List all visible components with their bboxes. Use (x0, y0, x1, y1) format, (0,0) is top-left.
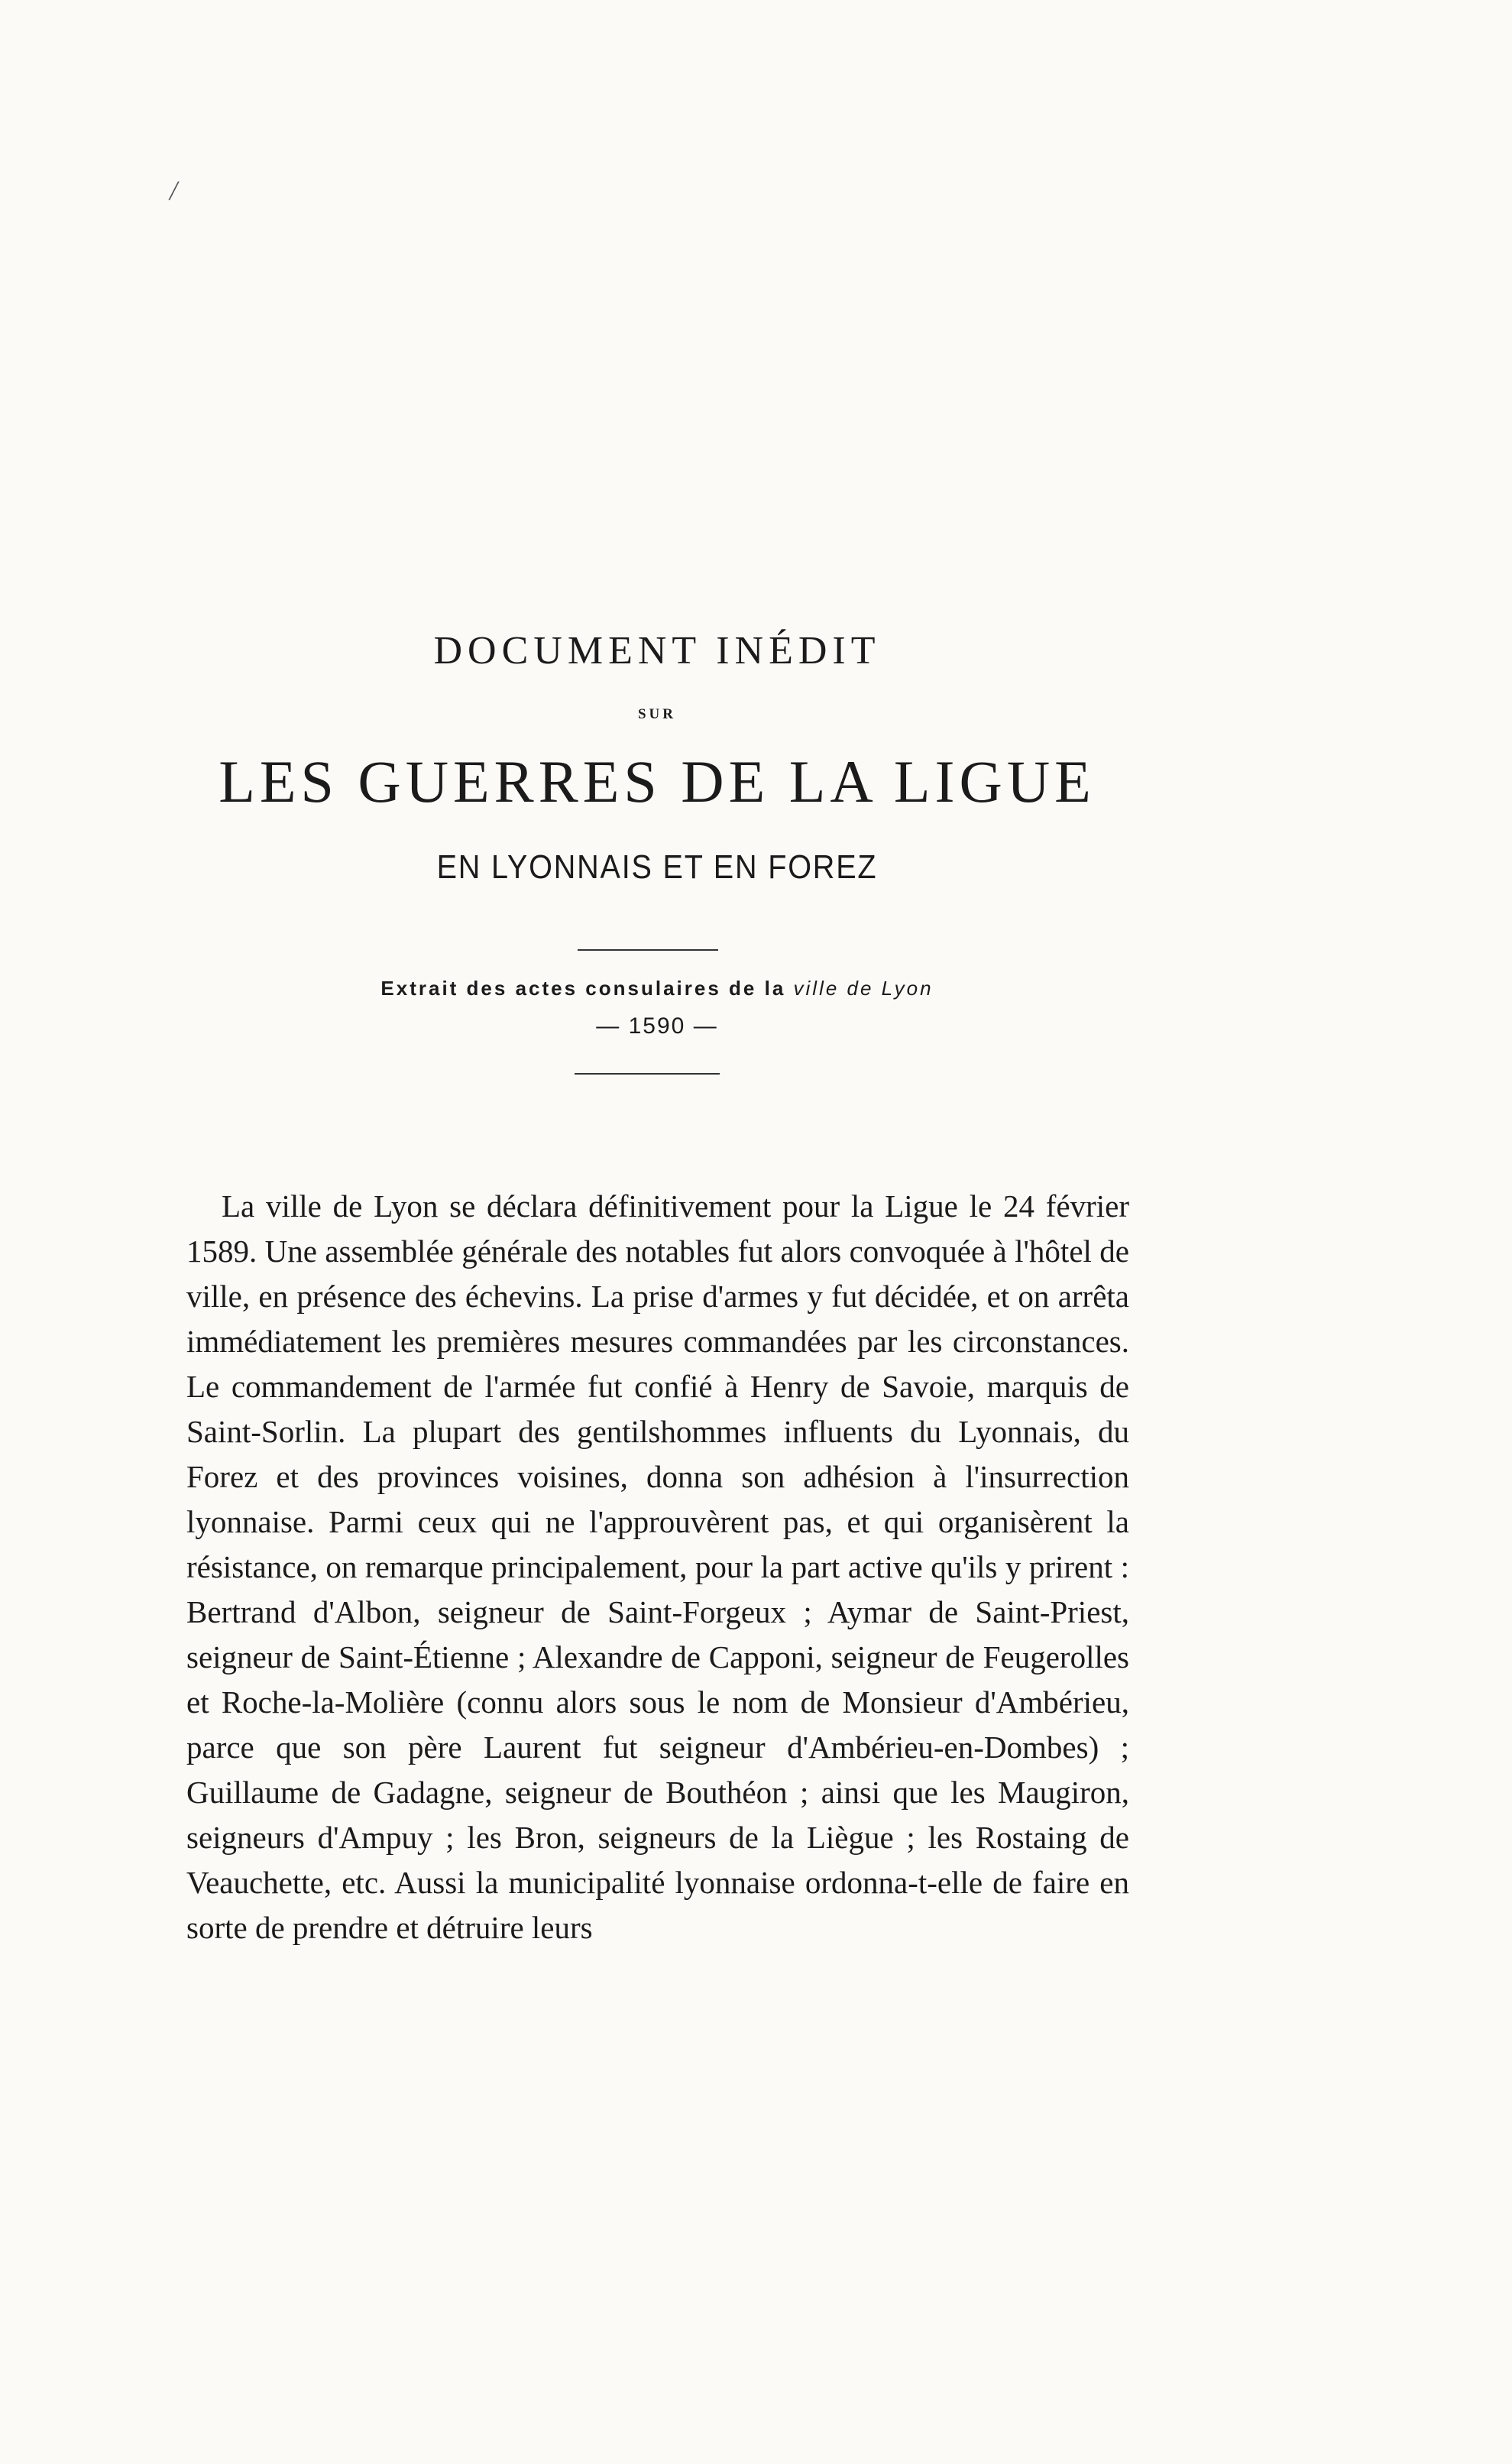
subtitle: EN LYONNAIS ET EN FOREZ (436, 848, 878, 886)
document-title: DOCUMENT INÉDIT (433, 629, 881, 673)
extract-source: ville de Lyon (793, 977, 934, 1000)
extract-year: — 1590 — (596, 1013, 718, 1039)
extract-prefix: Extrait des actes consulaires de la (380, 977, 794, 1000)
top-divider (578, 949, 718, 951)
title-connector: SUR (637, 706, 676, 722)
bottom-divider (575, 1073, 720, 1075)
corner-mark: / (170, 175, 178, 206)
main-title: LES GUERRES DE LA LIGUE (219, 748, 1096, 815)
extract-note (0, 977, 1314, 1000)
body-paragraph: La ville de Lyon se déclara définitivement pour la Ligue le 24 février 1589. Une assemblée générale des notables fut alors convoquée à l'hôtel de ville, en présence des échevins. La prise d'armes y fut décidée, et on arrêta immédiatement les premières mesures commandées par les circonstances. Le commandement de l'armée fut confié à Henry de Savoie, marquis de Saint-Sorlin. La plupart des gentilshommes influents du Lyonnais, du Forez et des provinces voisines, donna son adhésion à l'insurrection lyonnaise. Parmi ceux qui ne l'approuvèrent pas, et qui organisèrent la résistance, on remarque principalement, pour la part active qu'ils y prirent : Bertrand d'Albon, seigneur de Saint-Forgeux ; Aymar de Saint-Priest, seigneur de Saint-Étienne ; Alexandre de Capponi, seigneur de Feugerolles et Roche-la-Molière (connu alors sous le nom de Monsieur d'Ambérieu, parce que son père Laurent fut seigneur d'Ambérieu-en-Dombes) ; Guillaume de Gadagne, seigneur de Bouthéon ; ainsi que les Maugiron, seigneurs d'Ampuy ; les Bron, seigneurs de la Liègue ; les Rostaing de Veauchette, etc. Aussi la municipalité lyonnaise ordonna-t-elle de faire en sorte de prendre et détruire leurs (186, 1188, 1129, 1945)
